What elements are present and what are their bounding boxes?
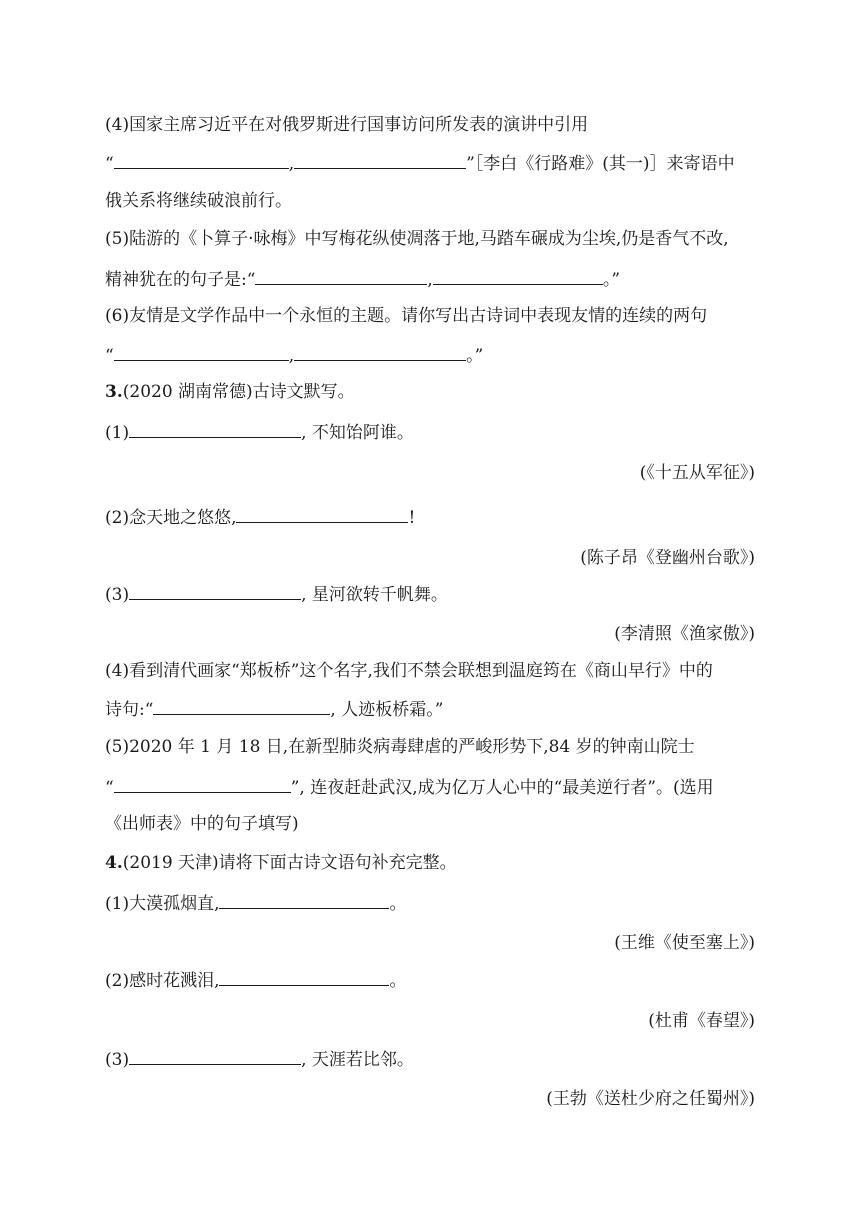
q4-item3-source: (王勃《送杜少府之任蜀州》) (546, 1089, 755, 1109)
answer-blank[interactable] (114, 343, 289, 361)
q4-title: 4.(2019 天津)请将下面古诗文语句补充完整。 (105, 853, 457, 873)
q4-item2-source: (杜甫《春望》) (648, 1011, 755, 1031)
q3-item5-line2: “ ”, 连夜赶赴武汉,成为亿万人心中的“最美逆行者”。(选用 (105, 775, 755, 799)
q2-item4-line2: “ , ”［李白《行路难》(其一)］来寄语中 (105, 151, 755, 175)
q3-item4-line1: (4)看到清代画家“郑板桥”这个名字,我们不禁会联想到温庭筠在《商山早行》中的 (105, 661, 713, 681)
q4-item2: (2)感时花溅泪, 。 (105, 968, 755, 992)
q2-item4-line3: 俄关系将继续破浪前行。 (105, 191, 292, 211)
q2-item5-line1: (5)陆游的《卜算子·咏梅》中写梅花纵使凋落于地,马踏车碾成为尘埃,仍是香气不改, (105, 229, 729, 249)
answer-blank[interactable] (114, 151, 289, 169)
q3-item5-line1: (5)2020 年 1 月 18 日,在新型肺炎病毒肆虐的严峻形势下,84 岁的钟南山院士 (105, 737, 695, 757)
q3-item1-source: (《十五从军征》) (639, 463, 755, 483)
q2-item6-line2: “ , 。” (105, 343, 755, 367)
answer-blank[interactable] (294, 343, 466, 361)
q3-item1: (1) , 不知饴阿谁。 (105, 420, 755, 444)
q3-item3-source: (李清照《渔家傲》) (614, 624, 755, 644)
q3-item3: (3) , 星河欲转千帆舞。 (105, 582, 755, 606)
q2-item6-line1: (6)友情是文学作品中一个永恒的主题。请你写出古诗词中表现友情的连续的两句 (105, 306, 708, 326)
q3-item2: (2)念天地之悠悠, ! (105, 505, 755, 529)
answer-blank[interactable] (114, 775, 291, 793)
answer-blank[interactable] (129, 582, 301, 600)
q4-item1-source: (王维《使至塞上》) (614, 933, 755, 953)
q3-item5-line3: 《出师表》中的句子填写) (105, 814, 299, 834)
q3-item2-source: (陈子昂《登幽州台歌》) (580, 548, 755, 568)
answer-blank[interactable] (129, 1047, 301, 1065)
answer-blank[interactable] (255, 267, 427, 285)
answer-blank[interactable] (294, 151, 466, 169)
q4-item1: (1)大漠孤烟直, 。 (105, 891, 755, 915)
q3-title: 3.(2020 湖南常德)古诗文默写。 (105, 382, 355, 402)
answer-blank[interactable] (236, 505, 408, 523)
answer-blank[interactable] (433, 267, 603, 285)
q4-item3: (3) , 天涯若比邻。 (105, 1047, 755, 1071)
answer-blank[interactable] (219, 891, 389, 909)
q2-item5-line2: 精神犹在的句子是:“ , 。” (105, 267, 755, 291)
answer-blank[interactable] (153, 697, 330, 715)
q3-item4-line2: 诗句:“ , 人迹板桥霜。” (105, 697, 755, 721)
q2-item4-line1: (4)国家主席习近平在对俄罗斯进行国事访问所发表的演讲中引用 (105, 115, 589, 135)
answer-blank[interactable] (219, 968, 389, 986)
answer-blank[interactable] (129, 420, 301, 438)
